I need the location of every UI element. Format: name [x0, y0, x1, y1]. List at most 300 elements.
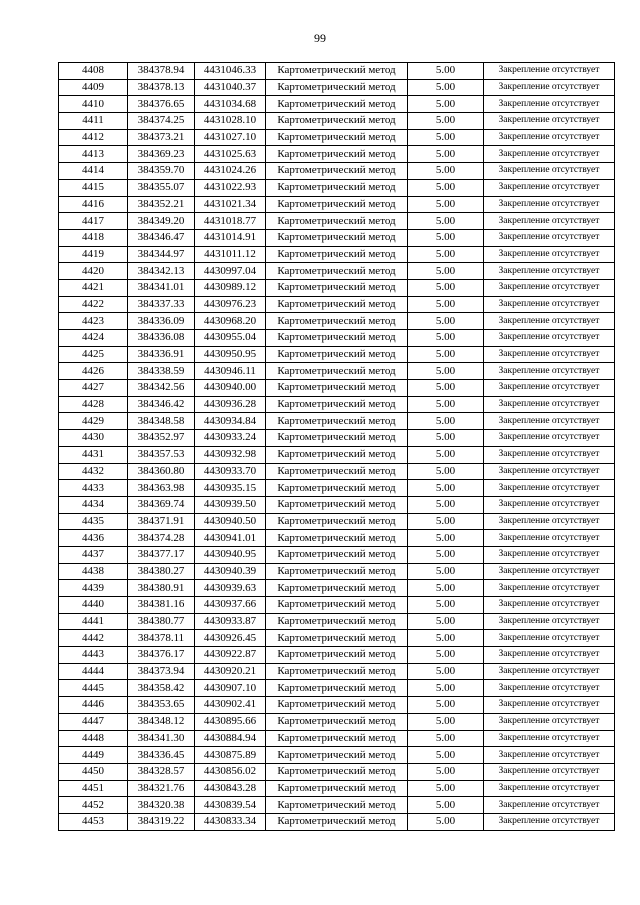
method-cell: Картометрический метод: [266, 463, 408, 480]
fixation-cell: Закрепление отсутствует: [484, 63, 615, 80]
point-number-cell: 4424: [59, 330, 128, 347]
table-row: [59, 713, 615, 730]
y-coordinate-cell: 4430933.24: [195, 430, 266, 447]
point-number-cell: 4447: [59, 713, 128, 730]
fixation-cell: Закрепление отсутствует: [484, 463, 615, 480]
accuracy-cell: 5.00: [408, 63, 484, 80]
method-cell: Картометрический метод: [266, 797, 408, 814]
y-coordinate-cell: 4430939.50: [195, 496, 266, 513]
point-number-cell: 4443: [59, 647, 128, 664]
table-row: [59, 396, 615, 413]
accuracy-cell: 5.00: [408, 813, 484, 830]
point-number-cell: 4410: [59, 96, 128, 113]
table-row: [59, 63, 615, 80]
accuracy-cell: 5.00: [408, 546, 484, 563]
table-row: [59, 730, 615, 747]
table-row: [59, 680, 615, 697]
table-row: [59, 663, 615, 680]
coordinates-table: [58, 62, 615, 831]
point-number-cell: 4431: [59, 446, 128, 463]
accuracy-cell: 5.00: [408, 363, 484, 380]
accuracy-cell: 5.00: [408, 763, 484, 780]
fixation-cell: Закрепление отсутствует: [484, 797, 615, 814]
point-number-cell: 4437: [59, 546, 128, 563]
x-coordinate-cell: 384337.33: [128, 296, 195, 313]
accuracy-cell: 5.00: [408, 480, 484, 497]
accuracy-cell: 5.00: [408, 663, 484, 680]
table-row: [59, 530, 615, 547]
x-coordinate-cell: 384355.07: [128, 179, 195, 196]
method-cell: Картометрический метод: [266, 763, 408, 780]
fixation-cell: Закрепление отсутствует: [484, 446, 615, 463]
x-coordinate-cell: 384359.70: [128, 163, 195, 180]
y-coordinate-cell: 4430920.21: [195, 663, 266, 680]
method-cell: Картометрический метод: [266, 730, 408, 747]
y-coordinate-cell: 4431027.10: [195, 129, 266, 146]
method-cell: Картометрический метод: [266, 780, 408, 797]
x-coordinate-cell: 384336.45: [128, 747, 195, 764]
x-coordinate-cell: 384349.20: [128, 213, 195, 230]
table-row: [59, 747, 615, 764]
point-number-cell: 4408: [59, 63, 128, 80]
accuracy-cell: 5.00: [408, 630, 484, 647]
x-coordinate-cell: 384341.30: [128, 730, 195, 747]
point-number-cell: 4423: [59, 313, 128, 330]
point-number-cell: 4428: [59, 396, 128, 413]
method-cell: Картометрический метод: [266, 613, 408, 630]
y-coordinate-cell: 4430955.04: [195, 330, 266, 347]
method-cell: Картометрический метод: [266, 330, 408, 347]
y-coordinate-cell: 4430946.11: [195, 363, 266, 380]
table-row: [59, 597, 615, 614]
method-cell: Картометрический метод: [266, 546, 408, 563]
point-number-cell: 4445: [59, 680, 128, 697]
method-cell: Картометрический метод: [266, 129, 408, 146]
table-row: [59, 179, 615, 196]
table-row: [59, 546, 615, 563]
y-coordinate-cell: 4430997.04: [195, 263, 266, 280]
x-coordinate-cell: 384373.21: [128, 129, 195, 146]
fixation-cell: Закрепление отсутствует: [484, 413, 615, 430]
accuracy-cell: 5.00: [408, 730, 484, 747]
method-cell: Картометрический метод: [266, 530, 408, 547]
point-number-cell: 4430: [59, 430, 128, 447]
accuracy-cell: 5.00: [408, 496, 484, 513]
point-number-cell: 4448: [59, 730, 128, 747]
table-row: [59, 346, 615, 363]
accuracy-cell: 5.00: [408, 747, 484, 764]
y-coordinate-cell: 4430907.10: [195, 680, 266, 697]
y-coordinate-cell: 4430922.87: [195, 647, 266, 664]
accuracy-cell: 5.00: [408, 330, 484, 347]
point-number-cell: 4426: [59, 363, 128, 380]
method-cell: Картометрический метод: [266, 813, 408, 830]
point-number-cell: 4421: [59, 279, 128, 296]
x-coordinate-cell: 384353.65: [128, 697, 195, 714]
accuracy-cell: 5.00: [408, 129, 484, 146]
method-cell: Картометрический метод: [266, 663, 408, 680]
y-coordinate-cell: 4430940.50: [195, 513, 266, 530]
accuracy-cell: 5.00: [408, 713, 484, 730]
fixation-cell: Закрепление отсутствует: [484, 530, 615, 547]
table-row: [59, 163, 615, 180]
accuracy-cell: 5.00: [408, 313, 484, 330]
table-row: [59, 613, 615, 630]
accuracy-cell: 5.00: [408, 446, 484, 463]
fixation-cell: Закрепление отсутствует: [484, 263, 615, 280]
y-coordinate-cell: 4430934.84: [195, 413, 266, 430]
table-row: [59, 363, 615, 380]
y-coordinate-cell: 4431025.63: [195, 146, 266, 163]
fixation-cell: Закрепление отсутствует: [484, 229, 615, 246]
table-row: [59, 413, 615, 430]
x-coordinate-cell: 384319.22: [128, 813, 195, 830]
x-coordinate-cell: 384358.42: [128, 680, 195, 697]
accuracy-cell: 5.00: [408, 96, 484, 113]
x-coordinate-cell: 384342.13: [128, 263, 195, 280]
method-cell: Картометрический метод: [266, 179, 408, 196]
y-coordinate-cell: 4430940.95: [195, 546, 266, 563]
x-coordinate-cell: 384376.65: [128, 96, 195, 113]
accuracy-cell: 5.00: [408, 580, 484, 597]
accuracy-cell: 5.00: [408, 613, 484, 630]
fixation-cell: Закрепление отсутствует: [484, 196, 615, 213]
fixation-cell: Закрепление отсутствует: [484, 279, 615, 296]
y-coordinate-cell: 4430941.01: [195, 530, 266, 547]
x-coordinate-cell: 384377.17: [128, 546, 195, 563]
y-coordinate-cell: 4430939.63: [195, 580, 266, 597]
accuracy-cell: 5.00: [408, 163, 484, 180]
table-row: [59, 697, 615, 714]
accuracy-cell: 5.00: [408, 380, 484, 397]
method-cell: Картометрический метод: [266, 496, 408, 513]
x-coordinate-cell: 384352.97: [128, 430, 195, 447]
method-cell: Картометрический метод: [266, 146, 408, 163]
method-cell: Картометрический метод: [266, 246, 408, 263]
fixation-cell: Закрепление отсутствует: [484, 79, 615, 96]
point-number-cell: 4453: [59, 813, 128, 830]
accuracy-cell: 5.00: [408, 113, 484, 130]
fixation-cell: Закрепление отсутствует: [484, 663, 615, 680]
y-coordinate-cell: 4430895.66: [195, 713, 266, 730]
fixation-cell: Закрепление отсутствует: [484, 563, 615, 580]
y-coordinate-cell: 4431014.91: [195, 229, 266, 246]
x-coordinate-cell: 384378.11: [128, 630, 195, 647]
accuracy-cell: 5.00: [408, 680, 484, 697]
point-number-cell: 4419: [59, 246, 128, 263]
accuracy-cell: 5.00: [408, 396, 484, 413]
method-cell: Картометрический метод: [266, 79, 408, 96]
y-coordinate-cell: 4430843.28: [195, 780, 266, 797]
fixation-cell: Закрепление отсутствует: [484, 513, 615, 530]
accuracy-cell: 5.00: [408, 346, 484, 363]
fixation-cell: Закрепление отсутствует: [484, 713, 615, 730]
fixation-cell: Закрепление отсутствует: [484, 580, 615, 597]
table-row: [59, 513, 615, 530]
method-cell: Картометрический метод: [266, 630, 408, 647]
point-number-cell: 4450: [59, 763, 128, 780]
method-cell: Картометрический метод: [266, 413, 408, 430]
method-cell: Картометрический метод: [266, 279, 408, 296]
method-cell: Картометрический метод: [266, 396, 408, 413]
point-number-cell: 4438: [59, 563, 128, 580]
fixation-cell: Закрепление отсутствует: [484, 747, 615, 764]
x-coordinate-cell: 384342.56: [128, 380, 195, 397]
x-coordinate-cell: 384373.94: [128, 663, 195, 680]
point-number-cell: 4412: [59, 129, 128, 146]
fixation-cell: Закрепление отсутствует: [484, 363, 615, 380]
method-cell: Картометрический метод: [266, 346, 408, 363]
method-cell: Картометрический метод: [266, 113, 408, 130]
accuracy-cell: 5.00: [408, 797, 484, 814]
y-coordinate-cell: 4431011.12: [195, 246, 266, 263]
y-coordinate-cell: 4430950.95: [195, 346, 266, 363]
point-number-cell: 4442: [59, 630, 128, 647]
x-coordinate-cell: 384344.97: [128, 246, 195, 263]
y-coordinate-cell: 4431034.68: [195, 96, 266, 113]
method-cell: Картометрический метод: [266, 263, 408, 280]
y-coordinate-cell: 4430932.98: [195, 446, 266, 463]
x-coordinate-cell: 384338.59: [128, 363, 195, 380]
method-cell: Картометрический метод: [266, 196, 408, 213]
fixation-cell: Закрепление отсутствует: [484, 96, 615, 113]
x-coordinate-cell: 384346.42: [128, 396, 195, 413]
method-cell: Картометрический метод: [266, 680, 408, 697]
x-coordinate-cell: 384380.91: [128, 580, 195, 597]
fixation-cell: Закрепление отсутствует: [484, 546, 615, 563]
y-coordinate-cell: 4430940.39: [195, 563, 266, 580]
table-row: [59, 446, 615, 463]
method-cell: Картометрический метод: [266, 513, 408, 530]
x-coordinate-cell: 384378.13: [128, 79, 195, 96]
fixation-cell: Закрепление отсутствует: [484, 346, 615, 363]
point-number-cell: 4427: [59, 380, 128, 397]
point-number-cell: 4439: [59, 580, 128, 597]
fixation-cell: Закрепление отсутствует: [484, 496, 615, 513]
fixation-cell: Закрепление отсутствует: [484, 313, 615, 330]
point-number-cell: 4434: [59, 496, 128, 513]
y-coordinate-cell: 4430989.12: [195, 279, 266, 296]
x-coordinate-cell: 384374.25: [128, 113, 195, 130]
method-cell: Картометрический метод: [266, 96, 408, 113]
fixation-cell: Закрепление отсутствует: [484, 146, 615, 163]
x-coordinate-cell: 384336.91: [128, 346, 195, 363]
x-coordinate-cell: 384328.57: [128, 763, 195, 780]
fixation-cell: Закрепление отсутствует: [484, 680, 615, 697]
accuracy-cell: 5.00: [408, 213, 484, 230]
y-coordinate-cell: 4431022.93: [195, 179, 266, 196]
accuracy-cell: 5.00: [408, 229, 484, 246]
x-coordinate-cell: 384320.38: [128, 797, 195, 814]
point-number-cell: 4446: [59, 697, 128, 714]
accuracy-cell: 5.00: [408, 530, 484, 547]
x-coordinate-cell: 384357.53: [128, 446, 195, 463]
method-cell: Картометрический метод: [266, 446, 408, 463]
fixation-cell: Закрепление отсутствует: [484, 330, 615, 347]
table-row: [59, 480, 615, 497]
point-number-cell: 4418: [59, 229, 128, 246]
accuracy-cell: 5.00: [408, 263, 484, 280]
table-row: [59, 780, 615, 797]
fixation-cell: Закрепление отсутствует: [484, 246, 615, 263]
x-coordinate-cell: 384380.77: [128, 613, 195, 630]
table-row: [59, 129, 615, 146]
y-coordinate-cell: 4430926.45: [195, 630, 266, 647]
method-cell: Картометрический метод: [266, 713, 408, 730]
fixation-cell: Закрепление отсутствует: [484, 630, 615, 647]
fixation-cell: Закрепление отсутствует: [484, 613, 615, 630]
accuracy-cell: 5.00: [408, 647, 484, 664]
table-row: [59, 246, 615, 263]
accuracy-cell: 5.00: [408, 279, 484, 296]
point-number-cell: 4411: [59, 113, 128, 130]
method-cell: Картометрический метод: [266, 697, 408, 714]
fixation-cell: Закрепление отсутствует: [484, 396, 615, 413]
table-row: [59, 96, 615, 113]
accuracy-cell: 5.00: [408, 79, 484, 96]
fixation-cell: Закрепление отсутствует: [484, 163, 615, 180]
point-number-cell: 4425: [59, 346, 128, 363]
x-coordinate-cell: 384369.23: [128, 146, 195, 163]
point-number-cell: 4414: [59, 163, 128, 180]
page-number: 99: [314, 31, 326, 45]
method-cell: Картометрический метод: [266, 563, 408, 580]
accuracy-cell: 5.00: [408, 179, 484, 196]
x-coordinate-cell: 384348.12: [128, 713, 195, 730]
y-coordinate-cell: 4431021.34: [195, 196, 266, 213]
accuracy-cell: 5.00: [408, 563, 484, 580]
x-coordinate-cell: 384336.09: [128, 313, 195, 330]
point-number-cell: 4415: [59, 179, 128, 196]
table-row: [59, 113, 615, 130]
table-row: [59, 380, 615, 397]
table-row: [59, 647, 615, 664]
y-coordinate-cell: 4430940.00: [195, 380, 266, 397]
x-coordinate-cell: 384376.17: [128, 647, 195, 664]
table-row: [59, 146, 615, 163]
fixation-cell: Закрепление отсутствует: [484, 763, 615, 780]
point-number-cell: 4413: [59, 146, 128, 163]
accuracy-cell: 5.00: [408, 296, 484, 313]
y-coordinate-cell: 4431024.26: [195, 163, 266, 180]
x-coordinate-cell: 384371.91: [128, 513, 195, 530]
fixation-cell: Закрепление отсутствует: [484, 380, 615, 397]
table-row: [59, 213, 615, 230]
y-coordinate-cell: 4430968.20: [195, 313, 266, 330]
fixation-cell: Закрепление отсутствует: [484, 730, 615, 747]
y-coordinate-cell: 4430884.94: [195, 730, 266, 747]
y-coordinate-cell: 4430839.54: [195, 797, 266, 814]
point-number-cell: 4451: [59, 780, 128, 797]
fixation-cell: Закрепление отсутствует: [484, 213, 615, 230]
x-coordinate-cell: 384348.58: [128, 413, 195, 430]
y-coordinate-cell: 4430875.89: [195, 747, 266, 764]
method-cell: Картометрический метод: [266, 163, 408, 180]
fixation-cell: Закрепление отсутствует: [484, 597, 615, 614]
fixation-cell: Закрепление отсутствует: [484, 480, 615, 497]
point-number-cell: 4409: [59, 79, 128, 96]
method-cell: Картометрический метод: [266, 363, 408, 380]
y-coordinate-cell: 4430933.70: [195, 463, 266, 480]
fixation-cell: Закрепление отсутствует: [484, 296, 615, 313]
fixation-cell: Закрепление отсутствует: [484, 179, 615, 196]
x-coordinate-cell: 384381.16: [128, 597, 195, 614]
table-row: [59, 463, 615, 480]
point-number-cell: 4444: [59, 663, 128, 680]
y-coordinate-cell: 4431028.10: [195, 113, 266, 130]
y-coordinate-cell: 4430933.87: [195, 613, 266, 630]
y-coordinate-cell: 4431018.77: [195, 213, 266, 230]
table-row: [59, 797, 615, 814]
accuracy-cell: 5.00: [408, 780, 484, 797]
point-number-cell: 4441: [59, 613, 128, 630]
y-coordinate-cell: 4430976.23: [195, 296, 266, 313]
method-cell: Картометрический метод: [266, 480, 408, 497]
y-coordinate-cell: 4430902.41: [195, 697, 266, 714]
accuracy-cell: 5.00: [408, 513, 484, 530]
method-cell: Картометрический метод: [266, 380, 408, 397]
point-number-cell: 4433: [59, 480, 128, 497]
accuracy-cell: 5.00: [408, 463, 484, 480]
point-number-cell: 4422: [59, 296, 128, 313]
method-cell: Картометрический метод: [266, 229, 408, 246]
x-coordinate-cell: 384336.08: [128, 330, 195, 347]
accuracy-cell: 5.00: [408, 697, 484, 714]
point-number-cell: 4452: [59, 797, 128, 814]
y-coordinate-cell: 4430935.15: [195, 480, 266, 497]
fixation-cell: Закрепление отсутствует: [484, 129, 615, 146]
table-row: [59, 279, 615, 296]
table-row: [59, 196, 615, 213]
point-number-cell: 4449: [59, 747, 128, 764]
table-row: [59, 563, 615, 580]
accuracy-cell: 5.00: [408, 413, 484, 430]
method-cell: Картометрический метод: [266, 63, 408, 80]
y-coordinate-cell: 4430856.02: [195, 763, 266, 780]
method-cell: Картометрический метод: [266, 313, 408, 330]
fixation-cell: Закрепление отсутствует: [484, 430, 615, 447]
point-number-cell: 4432: [59, 463, 128, 480]
accuracy-cell: 5.00: [408, 196, 484, 213]
table-row: [59, 813, 615, 830]
x-coordinate-cell: 384341.01: [128, 279, 195, 296]
x-coordinate-cell: 384360.80: [128, 463, 195, 480]
x-coordinate-cell: 384363.98: [128, 480, 195, 497]
method-cell: Картометрический метод: [266, 647, 408, 664]
method-cell: Картометрический метод: [266, 213, 408, 230]
accuracy-cell: 5.00: [408, 246, 484, 263]
table-body: [59, 63, 615, 831]
y-coordinate-cell: 4431040.37: [195, 79, 266, 96]
point-number-cell: 4416: [59, 196, 128, 213]
fixation-cell: Закрепление отсутствует: [484, 780, 615, 797]
point-number-cell: 4440: [59, 597, 128, 614]
table-row: [59, 296, 615, 313]
fixation-cell: Закрепление отсутствует: [484, 647, 615, 664]
x-coordinate-cell: 384380.27: [128, 563, 195, 580]
table-row: [59, 630, 615, 647]
table-row: [59, 229, 615, 246]
y-coordinate-cell: 4430936.28: [195, 396, 266, 413]
x-coordinate-cell: 384369.74: [128, 496, 195, 513]
x-coordinate-cell: 384346.47: [128, 229, 195, 246]
method-cell: Картометрический метод: [266, 430, 408, 447]
method-cell: Картометрический метод: [266, 747, 408, 764]
point-number-cell: 4429: [59, 413, 128, 430]
accuracy-cell: 5.00: [408, 430, 484, 447]
table-row: [59, 496, 615, 513]
method-cell: Картометрический метод: [266, 580, 408, 597]
